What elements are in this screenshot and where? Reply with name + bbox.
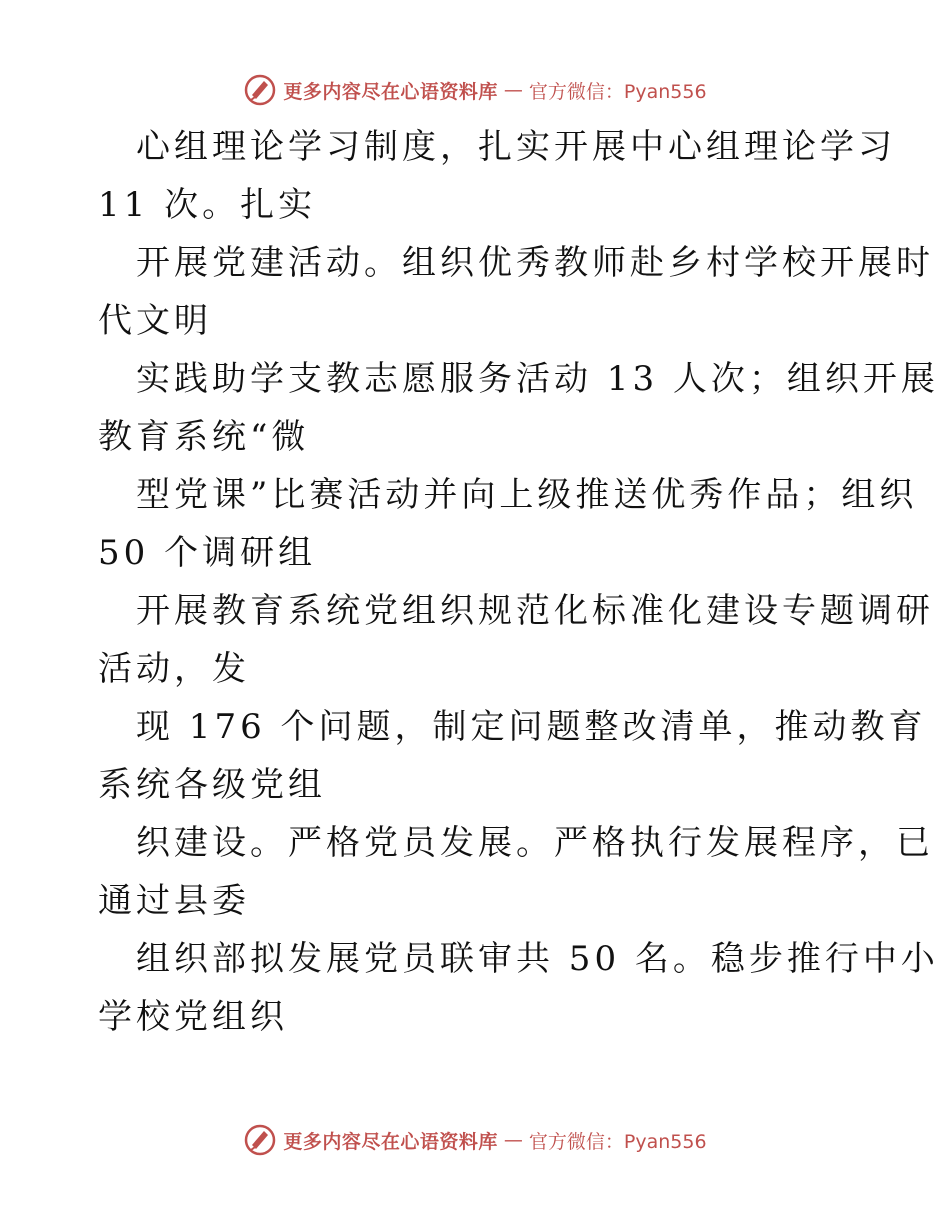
paragraph-line: 教育系统“微 bbox=[98, 417, 310, 457]
paragraph bbox=[98, 234, 934, 350]
watermark-brand-text: 更多内容尽在心语资料库 bbox=[283, 1130, 498, 1153]
paragraph-line: 心组理论学习制度，扎实开展中心组理论学习 bbox=[136, 127, 896, 167]
brand-logo-icon bbox=[243, 1123, 277, 1157]
brand-logo-icon bbox=[243, 73, 277, 107]
paragraph-line: 型党课”比赛活动并向上级推送优秀作品；组织 bbox=[136, 475, 918, 515]
watermark-dash: — bbox=[503, 1129, 523, 1151]
paragraph bbox=[98, 814, 934, 930]
watermark-brand-text: 更多内容尽在心语资料库 bbox=[283, 80, 498, 103]
paragraph-line: 现 176 个问题，制定问题整改清单，推动教育 bbox=[136, 707, 927, 747]
paragraph-line: 开展党建活动。组织优秀教师赴乡村学校开展时 bbox=[136, 243, 934, 283]
paragraph bbox=[98, 698, 927, 814]
paragraph-line: 织建设。严格党员发展。严格执行发展程序，已 bbox=[136, 823, 934, 863]
paragraph-line: 通过县委 bbox=[98, 881, 250, 921]
header-watermark bbox=[0, 70, 950, 110]
paragraph-line: 11 次。扎实 bbox=[98, 185, 317, 225]
paragraph bbox=[98, 930, 939, 1046]
paragraph bbox=[98, 118, 896, 234]
watermark-wechat-text: 官方微信：Pyan556 bbox=[528, 1130, 707, 1153]
paragraph-line: 实践助学支教志愿服务活动 13 人次；组织开展 bbox=[136, 359, 939, 399]
paragraph-line: 组织部拟发展党员联审共 50 名。稳步推行中小 bbox=[136, 939, 939, 979]
footer-watermark bbox=[0, 1120, 950, 1160]
paragraph-line: 代文明 bbox=[98, 301, 212, 341]
paragraph bbox=[98, 582, 934, 698]
watermark-dash: — bbox=[503, 79, 523, 101]
paragraph-line: 学校党组织 bbox=[98, 997, 288, 1037]
document-body bbox=[98, 118, 939, 1046]
paragraph-line: 开展教育系统党组织规范化标准化建设专题调研 bbox=[136, 591, 934, 631]
paragraph-line: 50 个调研组 bbox=[98, 533, 317, 573]
paragraph bbox=[98, 466, 918, 582]
paragraph-line: 活动，发 bbox=[98, 649, 250, 689]
paragraph bbox=[98, 350, 939, 466]
paragraph-line: 系统各级党组 bbox=[98, 765, 326, 805]
watermark-wechat-text: 官方微信：Pyan556 bbox=[528, 80, 707, 103]
